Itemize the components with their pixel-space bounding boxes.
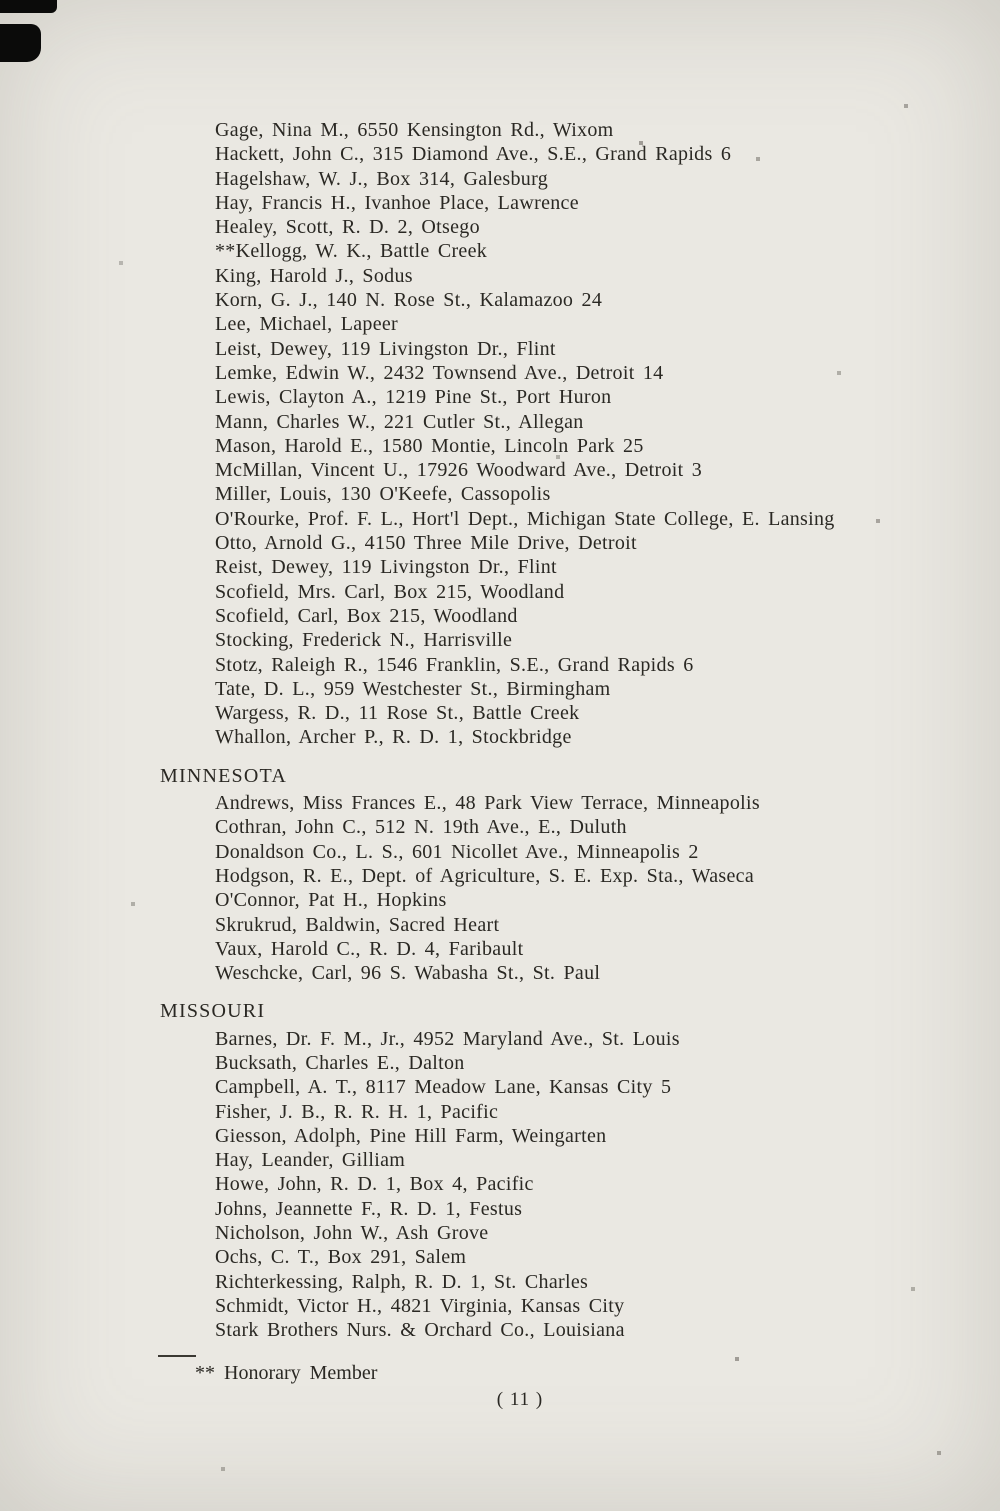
member-entry: Whallon, Archer P., R. D. 1, Stockbridge xyxy=(215,726,572,749)
member-entry: Gage, Nina M., 6550 Kensington Rd., Wixom xyxy=(215,119,614,141)
member-entry: Lemke, Edwin W., 2432 Townsend Ave., Detroit 14 xyxy=(215,361,664,384)
member-entry: Andrews, Miss Frances E., 48 Park View Terrace, Minneapolis xyxy=(215,792,760,815)
member-entry: Otto, Arnold G., 4150 Three Mile Drive, Detroit xyxy=(215,532,637,555)
member-entry: **Kellogg, W. K., Battle Creek xyxy=(215,240,488,263)
member-entry: Healey, Scott, R. D. 2, Otsego xyxy=(215,216,480,239)
member-entry: Stark Brothers Nurs. & Orchard Co., Louisiana xyxy=(215,1319,625,1342)
member-entry: Nicholson, John W., Ash Grove xyxy=(215,1222,489,1245)
footnote-block xyxy=(158,1355,1000,1385)
page-number: ( 11 ) xyxy=(496,1388,544,1410)
member-entry: Wargess, R. D., 11 Rose St., Battle Creek xyxy=(215,702,580,725)
member-entry: Tate, D. L., 959 Westchester St., Birmingham xyxy=(215,677,611,700)
member-list-missouri xyxy=(0,1027,1000,1343)
member-entry: Stotz, Raleigh R., 1546 Franklin, S.E., Grand Rapids 6 xyxy=(215,653,694,676)
member-entry: King, Harold J., Sodus xyxy=(215,264,413,287)
footnote-honorary-member: ** Honorary Member xyxy=(195,1361,378,1384)
state-header-missouri: MISSOURI xyxy=(160,1000,266,1023)
page-content xyxy=(0,118,1000,1411)
member-entry: Barnes, Dr. F. M., Jr., 4952 Maryland Ave., St. Louis xyxy=(215,1027,680,1050)
section-minnesota xyxy=(0,764,1000,986)
member-entry: Hay, Leander, Gilliam xyxy=(215,1149,406,1172)
member-entry: Mann, Charles W., 221 Cutler St., Allegan xyxy=(215,410,584,433)
member-entry: Korn, G. J., 140 N. Rose St., Kalamazoo 24 xyxy=(215,289,603,312)
scan-noise xyxy=(0,0,2,2)
member-entry: Lewis, Clayton A., 1219 Pine St., Port Huron xyxy=(215,386,612,409)
section-missouri xyxy=(0,999,1000,1342)
section-michigan-continued xyxy=(0,118,1000,750)
member-entry: Skrukrud, Baldwin, Sacred Heart xyxy=(215,913,500,936)
member-entry: Scofield, Mrs. Carl, Box 215, Woodland xyxy=(215,580,565,603)
member-entry: McMillan, Vincent U., 17926 Woodward Ave., Detroit 3 xyxy=(215,459,703,482)
member-list-michigan xyxy=(0,118,1000,750)
member-entry: Bucksath, Charles E., Dalton xyxy=(215,1051,465,1074)
member-entry: Lee, Michael, Lapeer xyxy=(215,313,399,336)
member-entry: Scofield, Carl, Box 215, Woodland xyxy=(215,604,518,627)
member-entry: Giesson, Adolph, Pine Hill Farm, Weingarten xyxy=(215,1124,607,1147)
member-entry: O'Connor, Pat H., Hopkins xyxy=(215,889,447,912)
member-entry: Cothran, John C., 512 N. 19th Ave., E., Duluth xyxy=(215,816,627,839)
state-header-minnesota: MINNESOTA xyxy=(160,764,287,787)
member-entry: Hay, Francis H., Ivanhoe Place, Lawrence xyxy=(215,191,579,214)
member-entry: Richterkessing, Ralph, R. D. 1, St. Charles xyxy=(215,1270,589,1293)
member-entry: Reist, Dewey, 119 Livingston Dr., Flint xyxy=(215,556,557,579)
member-entry: Howe, John, R. D. 1, Box 4, Pacific xyxy=(215,1173,534,1196)
member-entry: Mason, Harold E., 1580 Montie, Lincoln Park 25 xyxy=(215,434,644,457)
member-entry: Hagelshaw, W. J., Box 314, Galesburg xyxy=(215,167,548,190)
scan-artifact-top xyxy=(0,0,57,13)
member-entry: Leist, Dewey, 119 Livingston Dr., Flint xyxy=(215,337,556,360)
member-entry: Hodgson, R. E., Dept. of Agriculture, S. E. Exp. Sta., Waseca xyxy=(215,864,755,887)
member-entry: Hackett, John C., 315 Diamond Ave., S.E., Grand Rapids 6 xyxy=(215,143,732,166)
member-entry: Johns, Jeannette F., R. D. 1, Festus xyxy=(215,1197,523,1220)
member-entry: Donaldson Co., L. S., 601 Nicollet Ave., Minneapolis 2 xyxy=(215,840,699,863)
member-entry: Fisher, J. B., R. R. H. 1, Pacific xyxy=(215,1100,499,1123)
member-entry: Stocking, Frederick N., Harrisville xyxy=(215,629,513,652)
member-entry: Schmidt, Victor H., 4821 Virginia, Kansas City xyxy=(215,1294,625,1317)
member-entry: Weschcke, Carl, 96 S. Wabasha St., St. Paul xyxy=(215,962,601,985)
member-entry: Vaux, Harold C., R. D. 4, Faribault xyxy=(215,937,524,960)
footnote-rule xyxy=(158,1355,196,1357)
member-list-minnesota xyxy=(0,791,1000,985)
member-entry: Ochs, C. T., Box 291, Salem xyxy=(215,1246,467,1269)
member-entry: Campbell, A. T., 8117 Meadow Lane, Kansas City 5 xyxy=(215,1076,672,1099)
member-entry: Miller, Louis, 130 O'Keefe, Cassopolis xyxy=(215,483,551,506)
member-entry: O'Rourke, Prof. F. L., Hort'l Dept., Michigan State College, E. Lansing xyxy=(215,507,835,530)
scan-artifact-left xyxy=(0,24,41,62)
